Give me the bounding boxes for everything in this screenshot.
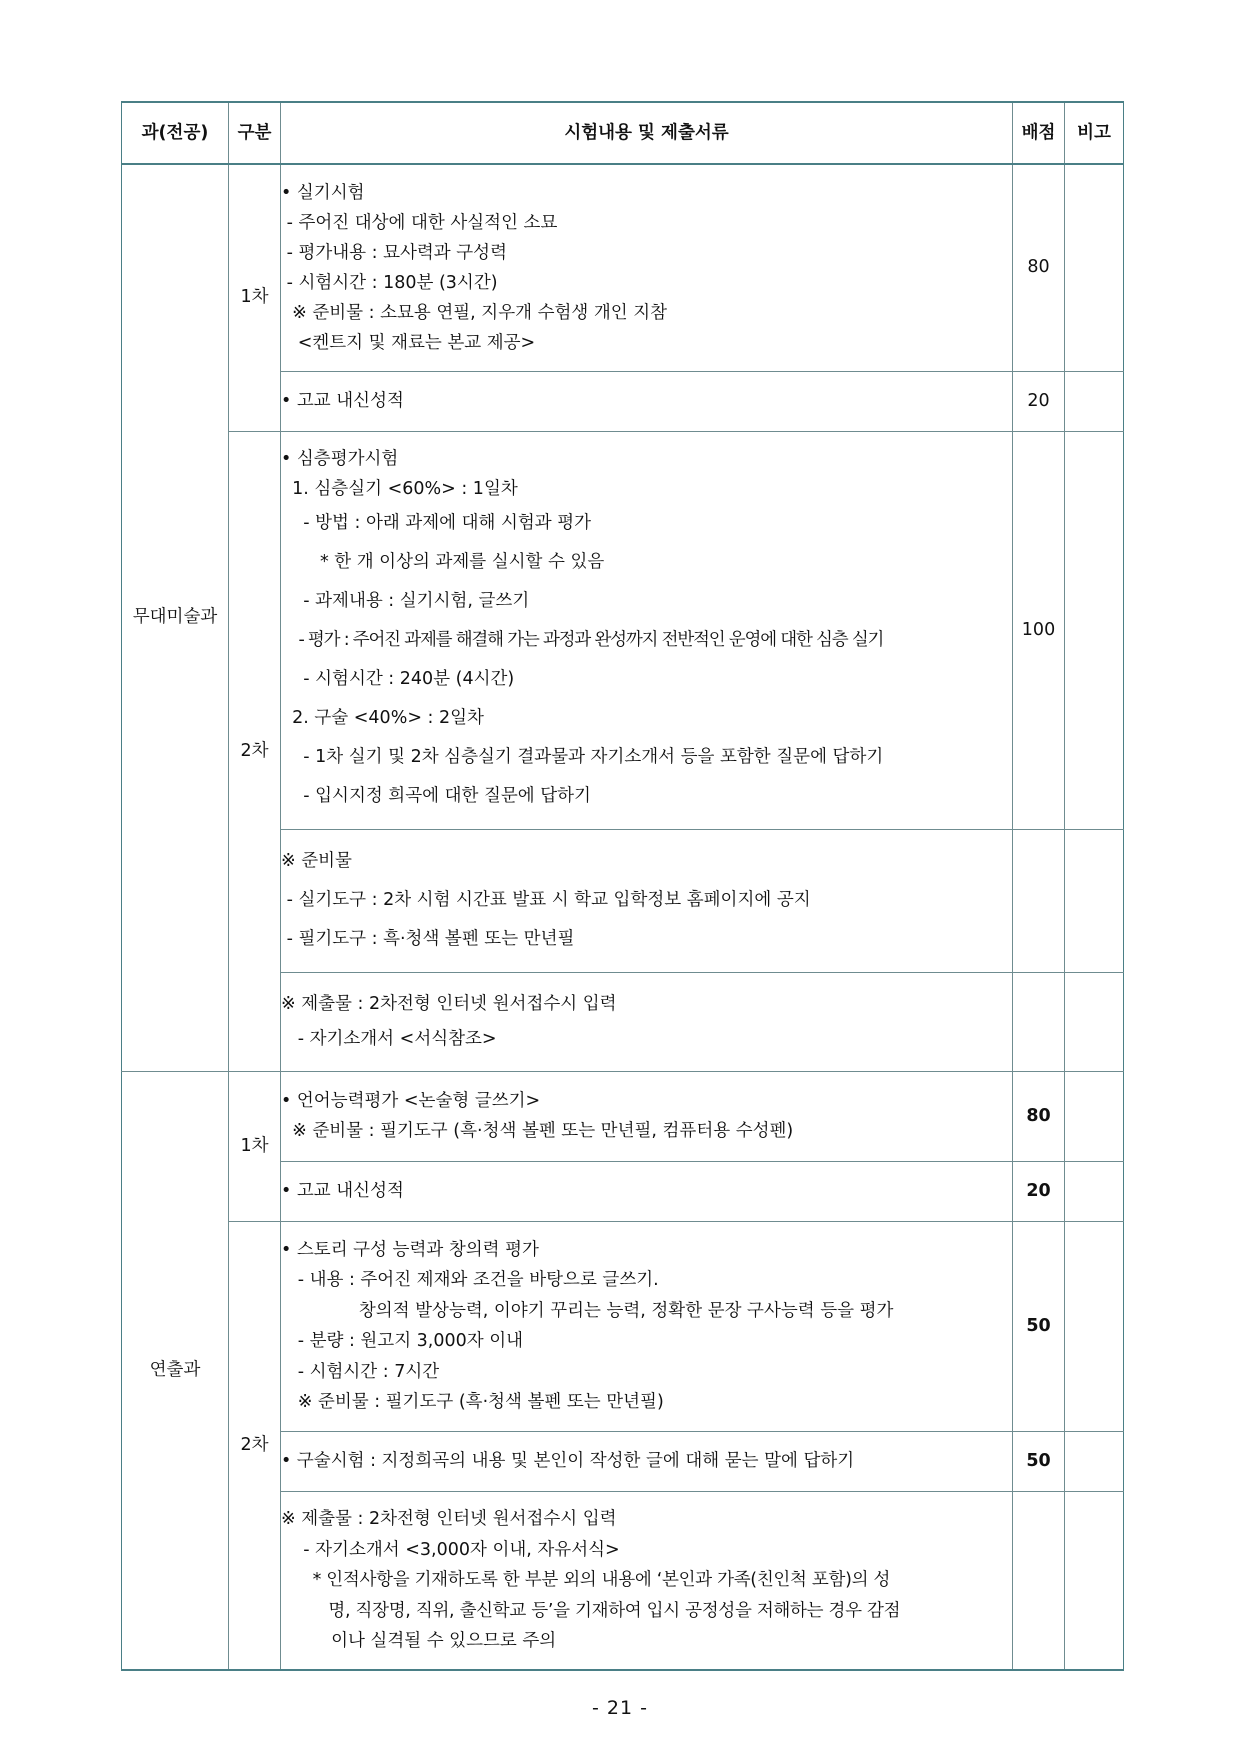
content-line: * 인적사항을 기재하도록 한 부분 외의 내용에 ‘본인과 가족(친인척 포함)의 성: [281, 1570, 891, 1590]
content-line: - 과제내용 : 실기시험, 글쓰기: [281, 591, 530, 611]
content-line: 이나 실격될 수 있으므로 주의: [281, 1631, 557, 1651]
phase-cell: 2차: [229, 431, 281, 1071]
header-content: 시험내용 및 제출서류: [281, 102, 1013, 164]
admission-table: [121, 101, 1124, 1671]
note-cell: [1065, 972, 1124, 1071]
content-line: 1. 심층실기 <60%> : 1일차: [281, 479, 518, 499]
header-note: 비고: [1065, 102, 1124, 164]
header-dept: 과(전공): [122, 102, 229, 164]
content-line: - 평가내용 : 묘사력과 구성력: [281, 242, 507, 263]
content-cell: [281, 1161, 1013, 1221]
note-cell: [1065, 1071, 1124, 1161]
content-line: ※ 준비물: [281, 851, 352, 871]
score-cell: 100: [1013, 431, 1065, 829]
score-cell: [1013, 1491, 1065, 1670]
content-line: - 내용 : 주어진 제재와 조건을 바탕으로 글쓰기.: [281, 1270, 659, 1290]
content-line: - 방법 : 아래 과제에 대해 시험과 평가: [281, 513, 592, 533]
note-cell: [1065, 1491, 1124, 1670]
content-line: • 고교 내신성적: [281, 1181, 404, 1201]
page-number: - 21 -: [592, 1697, 648, 1719]
score-cell: 50: [1013, 1221, 1065, 1431]
content-line: • 심층평가시험: [281, 449, 399, 469]
note-cell: [1065, 1431, 1124, 1491]
header-row: [122, 102, 1124, 164]
score-cell: 80: [1013, 1071, 1065, 1161]
content-line: • 언어능력평가 <논술형 글쓰기>: [281, 1091, 541, 1111]
content-line: - 입시지정 희곡에 대한 질문에 답하기: [281, 786, 591, 806]
content-line: - 시험시간 : 240분 (4시간): [281, 669, 515, 689]
content-line: <켄트지 및 재료는 본교 제공>: [281, 332, 536, 353]
content-line: - 주어진 대상에 대한 사실적인 소묘: [281, 212, 558, 233]
content-line: - 자기소개서 <서식참조>: [281, 1028, 497, 1049]
content-line: 창의적 발상능력, 이야기 꾸리는 능력, 정확한 문장 구사능력 등을 평가: [281, 1300, 894, 1321]
content-line: ※ 제출물 : 2차전형 인터넷 원서접수시 입력: [281, 1509, 617, 1529]
score-cell: 50: [1013, 1431, 1065, 1491]
content-line: • 고교 내신성적: [281, 391, 404, 411]
content-line: - 분량 : 원고지 3,000자 이내: [281, 1331, 524, 1351]
note-cell: [1065, 164, 1124, 371]
content-line: - 시험시간 : 180분 (3시간): [281, 272, 498, 293]
content-line: - 실기도구 : 2차 시험 시간표 발표 시 학교 입학정보 홈페이지에 공지: [281, 890, 811, 910]
content-cell: [281, 1071, 1013, 1161]
content-line: * 한 개 이상의 과제를 실시할 수 있음: [281, 552, 605, 572]
note-cell: [1065, 371, 1124, 431]
note-cell: [1065, 431, 1124, 829]
score-cell: [1013, 829, 1065, 972]
phase-cell: 2차: [229, 1221, 281, 1670]
score-cell: 20: [1013, 371, 1065, 431]
content-line: • 스토리 구성 능력과 창의력 평가: [281, 1239, 539, 1260]
content-cell: [281, 371, 1013, 431]
content-line: ※ 준비물 : 필기도구 (흑·청색 볼펜 또는 만년필, 컴퓨터용 수성펜): [281, 1121, 794, 1141]
content-line: • 구술시험 : 지정희곡의 내용 및 본인이 작성한 글에 대해 묻는 말에 답하기: [281, 1451, 855, 1471]
note-cell: [1065, 829, 1124, 972]
score-cell: 20: [1013, 1161, 1065, 1221]
content-line: - 평가 : 주어진 과제를 해결해 가는 과정과 완성까지 전반적인 운영에 대한 심층 실기: [281, 630, 884, 650]
content-line: ※ 준비물 : 소묘용 연필, 지우개 수험생 개인 지참: [281, 302, 668, 323]
content-line: 2. 구술 <40%> : 2일차: [281, 708, 484, 728]
content-line: ※ 제출물 : 2차전형 인터넷 원서접수시 입력: [281, 993, 617, 1014]
score-cell: [1013, 972, 1065, 1071]
content-line: ※ 준비물 : 필기도구 (흑·청색 볼펜 또는 만년필): [281, 1392, 664, 1412]
phase-cell: 1차: [229, 164, 281, 431]
phase-cell: 1차: [229, 1071, 281, 1221]
content-line: - 자기소개서 <3,000자 이내, 자유서식>: [281, 1539, 620, 1560]
score-cell: 80: [1013, 164, 1065, 371]
content-cell: [281, 829, 1013, 972]
content-line: • 실기시험: [281, 182, 365, 203]
dept-cell-stage-art: 무대미술과: [122, 164, 229, 1071]
table-row: [122, 164, 1124, 371]
content-line: - 필기도구 : 흑·청색 볼펜 또는 만년필: [281, 929, 575, 949]
header-phase: 구분: [229, 102, 281, 164]
table-row: [122, 1221, 1124, 1431]
content-line: - 1차 실기 및 2차 심층실기 결과물과 자기소개서 등을 포함한 질문에 답하기: [281, 747, 884, 767]
content-cell: [281, 1431, 1013, 1491]
table-row: [122, 1071, 1124, 1161]
content-cell: [281, 164, 1013, 371]
note-cell: [1065, 1161, 1124, 1221]
content-cell: [281, 972, 1013, 1071]
dept-cell-directing: 연출과: [122, 1071, 229, 1670]
header-score: 배점: [1013, 102, 1065, 164]
content-line: 명, 직장명, 직위, 출신학교 등’을 기재하여 입시 공정성을 저해하는 경우 감점: [281, 1600, 901, 1621]
content-cell: [281, 1221, 1013, 1431]
table-row: [122, 431, 1124, 829]
note-cell: [1065, 1221, 1124, 1431]
content-line: - 시험시간 : 7시간: [281, 1361, 440, 1382]
content-cell: [281, 1491, 1013, 1670]
content-cell: [281, 431, 1013, 829]
